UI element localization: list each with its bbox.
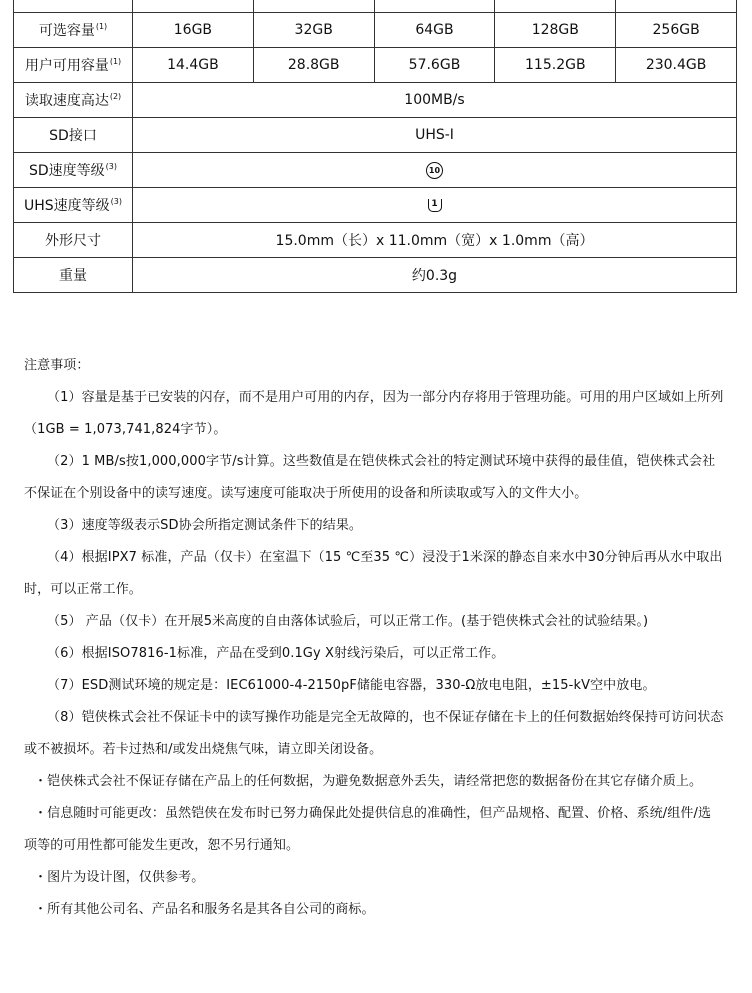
note-item: （2）1 MB/s按1,000,000字节/s计算。这些数值是在铠侠株式会社的特定测试环境中获得的最佳值，铠侠株式会社不保证在个别设备中的读写速度。读写速度可能取决于所使用的设备和所读取或写入的文件大小。 xyxy=(24,454,716,501)
sd-interface-row xyxy=(14,118,737,153)
user-capacity-value: 14.4GB xyxy=(133,48,254,83)
note-item: （1）容量是基于已安装的闪存，而不是用户可用的内存，因为一部分内存将用于管理功能。可用的用户区域如上所列（1GB = 1,073,741,824字节）。 xyxy=(24,390,724,437)
user-capacity-value: 230.4GB xyxy=(616,48,737,83)
user-capacity-label: 用户可用容量$^{(1)}$ xyxy=(14,48,133,83)
note-item: （7）ESD测试环境的规定是：IEC61000-4-2150pF储能电容器，330-Ω放电电阻，±15-kV空中放电。 xyxy=(47,678,656,693)
bullet-item: ・图片为设计图，仅供参考。 xyxy=(34,870,205,885)
sd-interface-value: UHS-I xyxy=(133,118,737,153)
uhs-speed-class-label: UHS速度等级$^{(3)}$ xyxy=(14,188,133,223)
bullet-item: ・所有其他公司名、产品名和服务名是其各自公司的商标。 xyxy=(34,902,375,917)
note-item: （8）铠侠株式会社不保证卡中的读写操作功能是完全无故障的，也不保证存储在卡上的任何数据始终保持可访问状态或不被损坏。若卡过热和/或发出烧焦气味，请立即关闭设备。 xyxy=(24,710,724,757)
note-item: （6）根据ISO7816-1标准，产品在受到0.1Gy X射线污染后，可以正常工作。 xyxy=(47,646,505,661)
user-capacity-value: 28.8GB xyxy=(253,48,374,83)
dimensions-label: 外形尺寸 xyxy=(14,223,133,258)
user-capacity-value: 115.2GB xyxy=(495,48,616,83)
capacity-label: 可选容量$^{(1)}$ xyxy=(14,13,133,48)
capacity-value: 128GB xyxy=(495,13,616,48)
capacity-value: 32GB xyxy=(253,13,374,48)
capacity-value: 256GB xyxy=(616,13,737,48)
read-speed-row xyxy=(14,83,737,118)
uhs-1-icon: 1 xyxy=(428,199,442,212)
note-item: （5） 产品（仅卡）在开展5米高度的自由落体试验后，可以正常工作。(基于铠侠株式会社的试验结果。) xyxy=(47,614,649,629)
weight-row xyxy=(14,258,737,293)
sd-speed-class-value xyxy=(133,153,737,188)
user-capacity-value: 57.6GB xyxy=(374,48,495,83)
user-capacity-row xyxy=(14,48,737,83)
sd-speed-class-label: SD速度等级$^{(3)}$ xyxy=(14,153,133,188)
weight-label: 重量 xyxy=(14,258,133,293)
capacity-value: 64GB xyxy=(374,13,495,48)
dimensions-row xyxy=(14,223,737,258)
read-speed-value: 100MB/s xyxy=(133,83,737,118)
sd-interface-label: SD接口 xyxy=(14,118,133,153)
spec-table xyxy=(13,0,737,293)
uhs-speed-class-value xyxy=(133,188,737,223)
weight-value: 约0.3g xyxy=(133,258,737,293)
note-item: （3）速度等级表示SD协会所指定测试条件下的结果。 xyxy=(47,518,363,533)
uhs-speed-class-row xyxy=(14,188,737,223)
note-item: （4）根据IPX7 标准，产品（仅卡）在室温下（15 ℃至35 ℃）浸没于1米深的静态自来水中30分钟后再从水中取出时，可以正常工作。 xyxy=(24,550,723,597)
read-speed-label: 读取速度高达$^{(2)}$ xyxy=(14,83,133,118)
notes-heading: 注意事项： xyxy=(24,358,90,373)
bullet-item: ・信息随时可能更改：虽然铠侠在发布时已努力确保此处提供信息的准确性，但产品规格、配置、价格、系统/组件/选项等的可用性都可能发生更改，恕不另行通知。 xyxy=(24,806,712,853)
sd-speed-class-row xyxy=(14,153,737,188)
dimensions-value: 15.0mm（长）x 11.0mm（宽）x 1.0mm（高） xyxy=(133,223,737,258)
bullet-item: ・铠侠株式会社不保证存储在产品上的任何数据，为避免数据意外丢失，请经常把您的数据备份在其它存储介质上。 xyxy=(34,774,703,789)
capacity-value: 16GB xyxy=(133,13,254,48)
table-top-row xyxy=(14,0,737,13)
class-10-icon: 10 xyxy=(426,162,443,179)
capacity-row xyxy=(14,13,737,48)
notes-section xyxy=(24,350,724,926)
